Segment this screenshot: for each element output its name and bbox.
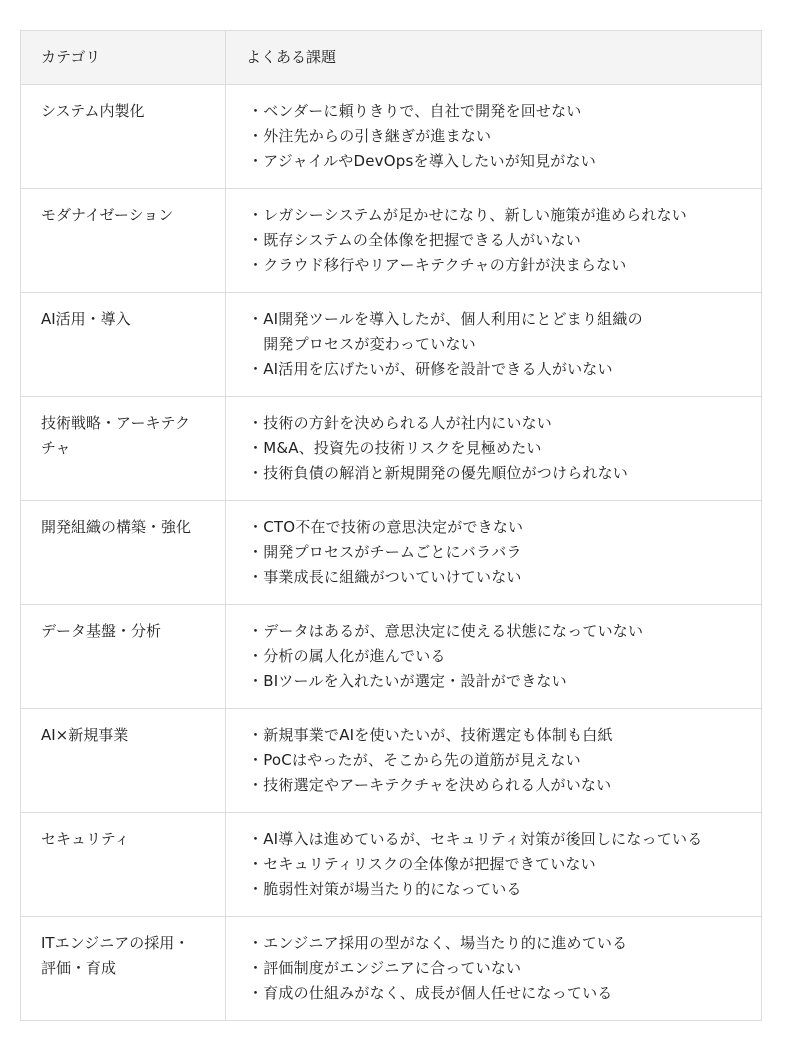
issue-item: ・アジャイルやDevOpsを導入したいが知見がない	[248, 152, 596, 170]
issue-list	[248, 827, 739, 902]
issue-item: ・開発プロセスがチームごとにバラバラ	[248, 543, 522, 561]
category-cell: ITエンジニアの採用・ 評価・育成	[21, 917, 226, 1021]
issues-cell	[226, 293, 762, 397]
table-row	[21, 293, 762, 397]
issue-item: ・評価制度がエンジニアに合っていない	[248, 959, 522, 977]
category-cell: システム内製化	[21, 85, 226, 189]
issue-item: ・PoCはやったが、そこから先の道筋が見えない	[248, 751, 581, 769]
table-row	[21, 85, 762, 189]
table-row	[21, 189, 762, 293]
category-cell: セキュリティ	[21, 813, 226, 917]
issues-cell	[226, 189, 762, 293]
issue-item: ・外注先からの引き継ぎが進まない	[248, 127, 492, 145]
issue-list	[248, 203, 739, 278]
issues-cell	[226, 501, 762, 605]
category-cell: AI活用・導入	[21, 293, 226, 397]
issue-item: ・ベンダーに頼りきりで、自社で開発を回せない	[248, 102, 582, 120]
header-category: カテゴリ	[21, 31, 226, 85]
header-issues: よくある課題	[226, 31, 762, 85]
issue-list	[248, 931, 739, 1006]
issue-item: ・事業成長に組織がついていけていない	[248, 568, 522, 586]
issues-cell	[226, 813, 762, 917]
issue-list	[248, 99, 739, 174]
issue-item: ・新規事業でAIを使いたいが、技術選定も体制も白紙	[248, 726, 613, 744]
table-header-row	[21, 31, 762, 85]
category-cell: データ基盤・分析	[21, 605, 226, 709]
issue-list	[248, 307, 739, 382]
issue-item: ・技術負債の解消と新規開発の優先順位がつけられない	[248, 464, 629, 482]
issues-cell	[226, 605, 762, 709]
issues-cell	[226, 917, 762, 1021]
issue-item: ・エンジニア採用の型がなく、場当たり的に進めている	[248, 934, 628, 952]
category-cell: 技術戦略・アーキテク チャ	[21, 397, 226, 501]
issues-cell	[226, 85, 762, 189]
issue-list	[248, 619, 739, 694]
issues-table	[20, 30, 762, 1021]
issue-item: ・技術の方針を決められる人が社内にいない	[248, 414, 553, 432]
table-body	[21, 85, 762, 1021]
category-cell: モダナイゼーション	[21, 189, 226, 293]
table-row	[21, 501, 762, 605]
issue-list	[248, 723, 739, 798]
issue-item: ・育成の仕組みがなく、成長が個人任せになっている	[248, 984, 613, 1002]
table-row	[21, 397, 762, 501]
issue-item: ・AI開発ツールを導入したが、個人利用にとどまり組織の 開発プロセスが変わっていない	[248, 310, 643, 353]
table-row	[21, 813, 762, 917]
issue-item: ・AI導入は進めているが、セキュリティ対策が後回しになっている	[248, 830, 703, 848]
issue-item: ・AI活用を広げたいが、研修を設計できる人がいない	[248, 360, 613, 378]
issue-item: ・データはあるが、意思決定に使える状態になっていない	[248, 622, 644, 640]
table-row	[21, 917, 762, 1021]
issue-item: ・クラウド移行やリアーキテクチャの方針が決まらない	[248, 256, 627, 274]
issue-list	[248, 515, 739, 590]
issue-item: ・セキュリティリスクの全体像が把握できていない	[248, 855, 596, 873]
issue-item: ・レガシーシステムが足かせになり、新しい施策が進められない	[248, 206, 688, 224]
issue-item: ・分析の属人化が進んでいる	[248, 647, 446, 665]
issue-item: ・技術選定やアーキテクチャを決められる人がいない	[248, 776, 612, 794]
issue-item: ・CTO不在で技術の意思決定ができない	[248, 518, 524, 536]
table-row	[21, 605, 762, 709]
table-row	[21, 709, 762, 813]
issues-cell	[226, 709, 762, 813]
issue-item: ・既存システムの全体像を把握できる人がいない	[248, 231, 581, 249]
issue-item: ・脆弱性対策が場当たり的になっている	[248, 880, 522, 898]
issue-item: ・M&A、投資先の技術リスクを見極めたい	[248, 439, 542, 457]
category-cell: AI×新規事業	[21, 709, 226, 813]
issue-item: ・BIツールを入れたいが選定・設計ができない	[248, 672, 567, 690]
issue-list	[248, 411, 739, 486]
issues-cell	[226, 397, 762, 501]
category-cell: 開発組織の構築・強化	[21, 501, 226, 605]
